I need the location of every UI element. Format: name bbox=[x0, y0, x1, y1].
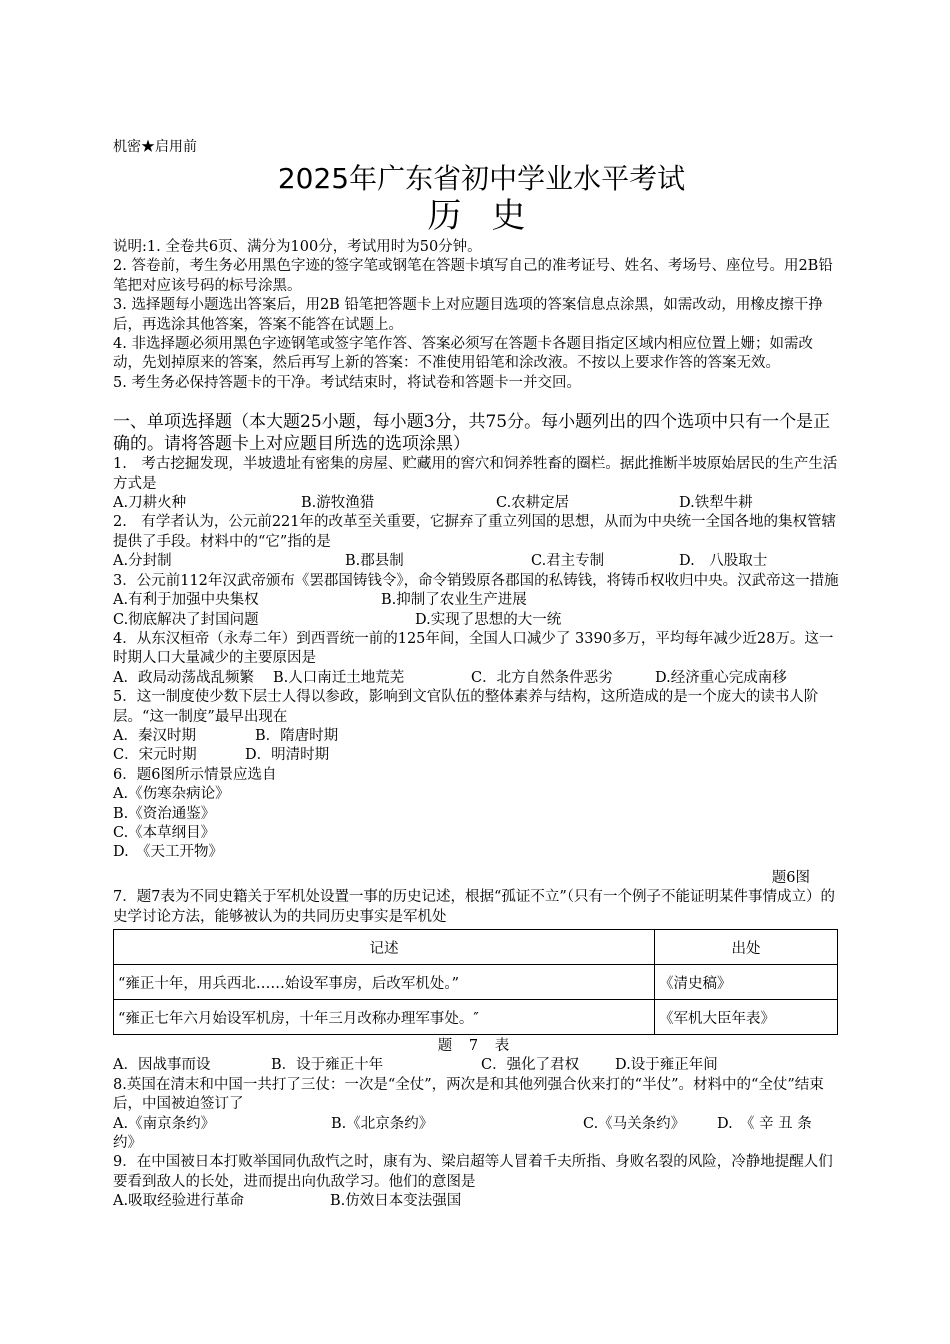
instruction-4: 4. 非选择题必须用黑色字迹钢笔或签字笔作答、答案必须写在答题卡各题目指定区域内相应位置上姗；如需改动，先划掉原来的答案，然后再写上新的答案：不准使用铅笔和涂改液。不按以上要求作答的答案无效。 bbox=[113, 336, 813, 372]
question-1 bbox=[113, 455, 840, 513]
question-stem: 8.英国在清末和中国一共打了三仗：一次是“全仗”，两次是和其他列强合伙来打的“半仗”。材料中的“全仗”结束后，中国被迫签订了 bbox=[113, 1076, 824, 1113]
option-c: C.君主专制 bbox=[531, 553, 605, 570]
option-c: C.《本草纲目》 bbox=[113, 824, 216, 841]
exam-title: 2025年广东省初中学业水平考试 bbox=[277, 162, 686, 195]
question-6 bbox=[113, 766, 840, 888]
option-a: A.刀耕火种 bbox=[113, 495, 187, 512]
table-header: 记述 bbox=[114, 930, 655, 965]
option-c: C．强化了君权 bbox=[481, 1057, 580, 1074]
option-c: C.《马关条约》 bbox=[583, 1115, 686, 1132]
table-cell: 《军机大臣年表》 bbox=[655, 1000, 838, 1035]
option-a: A．政局动荡战乱频繁 bbox=[113, 669, 254, 686]
option-d: D．明清时期 bbox=[245, 747, 330, 764]
confidential-label: 机密★启用前 bbox=[113, 139, 197, 155]
table-row bbox=[114, 965, 838, 1000]
table-header: 出处 bbox=[655, 930, 838, 965]
option-a: A.分封制 bbox=[113, 553, 172, 570]
option-c: C.农耕定居 bbox=[496, 495, 570, 512]
option-b: B.人口南迁土地荒芜 bbox=[273, 669, 405, 686]
option-b: B.抑制了农业生产进展 bbox=[381, 592, 527, 609]
record-table bbox=[113, 929, 838, 1035]
option-a: A.有利于加强中央集权 bbox=[113, 592, 259, 609]
table-cell: 《清史稿》 bbox=[655, 965, 838, 1000]
option-a: A.吸取经验进行革命 bbox=[113, 1193, 245, 1210]
option-b: B.《北京条约》 bbox=[331, 1115, 434, 1132]
option-a: A.《伤寒杂病论》 bbox=[113, 786, 230, 803]
exam-page bbox=[113, 136, 840, 1212]
question-3 bbox=[113, 572, 840, 630]
option-d: D. 《 辛 丑 条 bbox=[717, 1115, 812, 1132]
option-b: B.仿效日本变法强国 bbox=[330, 1193, 462, 1210]
option-d: D.铁犁牛耕 bbox=[679, 495, 753, 512]
question-7 bbox=[113, 888, 840, 1076]
option-d: D.经济重心完成南移 bbox=[655, 669, 787, 686]
question-9 bbox=[113, 1153, 840, 1211]
option-b: B.游牧渔猎 bbox=[301, 495, 375, 512]
option-d: D.实现了思想的大一统 bbox=[415, 611, 562, 628]
question-stem: 1. 考古挖掘发现，半坡遗址有密集的房屋、贮藏用的窖穴和饲养牲畜的圈栏。据此推断半坡原始居民的生产生活方式是 bbox=[113, 456, 838, 492]
option-d: D.设于雍正年间 bbox=[615, 1057, 718, 1074]
option-a: A.《南京条约》 bbox=[113, 1115, 216, 1132]
instruction-3: 3. 选择题每小题选出答案后，用2B 铅笔把答题卡上对应题目选项的答案信息点涂黑，如需改动，用橡皮擦干挣后，再选涂其他答案，答案不能答在试题上。 bbox=[113, 297, 823, 333]
option-b: B．隋唐时期 bbox=[255, 727, 339, 744]
option-b: B．设于雍正十年 bbox=[271, 1057, 384, 1074]
table-row bbox=[114, 1000, 838, 1035]
option-d: D. 《天工开物》 bbox=[113, 844, 223, 861]
option-b: B.郡县制 bbox=[345, 553, 404, 570]
option-c: C．宋元时期 bbox=[113, 747, 197, 764]
table-cell: “雍正七年六月始设军机房，十年三月改称办理军事处。″ bbox=[114, 1000, 655, 1035]
question-stem: 7．题7表为不同史籍关于军机处设置一事的历史记述，根据“孤证不立”（只有一个例子不能证明某件事情成立）的史学讨论方法，能够被认为的共同历史事实是军机处 bbox=[113, 889, 836, 925]
instruction-1: 说明:1. 全卷共6页、满分为100分，考试用时为50分钟。 bbox=[113, 239, 482, 255]
question-stem: 5．这一制度使少数下层士人得以参政，影响到文官队伍的整体素养与结构，这所造成的是一个庞大的读书人阶层。“这一制度”最早出现在 bbox=[113, 689, 819, 725]
option-d-continued: 约》 bbox=[113, 1135, 142, 1152]
table-caption: 题 7 表 bbox=[437, 1038, 516, 1054]
question-2 bbox=[113, 513, 840, 571]
subject-title: 历史 bbox=[427, 196, 556, 236]
question-4 bbox=[113, 630, 840, 688]
instruction-2: 2. 答卷前，考生务必用黑色字迹的签字笔或钢笔在答题卡填写自己的准考证号、姓名、考场号、座位号。用2B铅笔把对应该号码的标号涂黑。 bbox=[113, 258, 833, 294]
option-d: D. 八股取士 bbox=[679, 553, 768, 570]
table-cell: “雍正十年，用兵西北……始设军事房，后改军机处。” bbox=[114, 965, 655, 1000]
question-stem: 9．在中国被日本打败举国同仇敌忾之时，康有为、梁启超等人冒着千夫所指、身败名裂的风险，冷静地提醒人们要看到敌人的长处，进而提出向仇敌学习。他们的意图是 bbox=[113, 1154, 833, 1190]
question-stem: 4．从东汉桓帝（永寿二年）到西晋统一前的125年间，全国人口减少了 3390多万，平均每年减少近28万。这一时期人口大量减少的主要原因是 bbox=[113, 630, 834, 667]
instruction-5: 5. 考生务必保持答题卡的干净。考试结束时，将试卷和答题卡一并交回。 bbox=[113, 374, 581, 391]
question-stem: 6．题6图所示情景应选自 bbox=[113, 766, 277, 783]
question-stem: 3．公元前112年汉武帝颁布《罢郡国铸钱令》，命令销毁原各郡国的私铸钱，将铸币权收归中央。汉武帝这一措施 bbox=[113, 572, 839, 589]
instructions bbox=[113, 238, 840, 393]
table-header-row bbox=[114, 930, 838, 965]
question-stem: 2. 有学者认为，公元前221年的改革至关重要，它摒弃了重立列国的思想，从而为中央统一全国各地的集权管辖提供了手段。材料中的“它”指的是 bbox=[113, 514, 837, 550]
option-c: C．北方自然条件恶劣 bbox=[471, 669, 613, 686]
question-5 bbox=[113, 688, 840, 766]
option-b: B.《资治通鉴》 bbox=[113, 805, 216, 822]
section-heading: 一、单项选择题（本大题25小题，每小题3分，共75分。每小题列出的四个选项中只有一个是正确的。请将答题卡上对应题目所选的选项涂黑） bbox=[113, 412, 831, 455]
question-8 bbox=[113, 1076, 840, 1154]
figure-caption: 题6图 bbox=[771, 869, 810, 886]
option-a: A．因战事而设 bbox=[113, 1057, 211, 1074]
option-a: A．秦汉时期 bbox=[113, 727, 196, 744]
option-c: C.彻底解决了封国问题 bbox=[113, 611, 259, 628]
